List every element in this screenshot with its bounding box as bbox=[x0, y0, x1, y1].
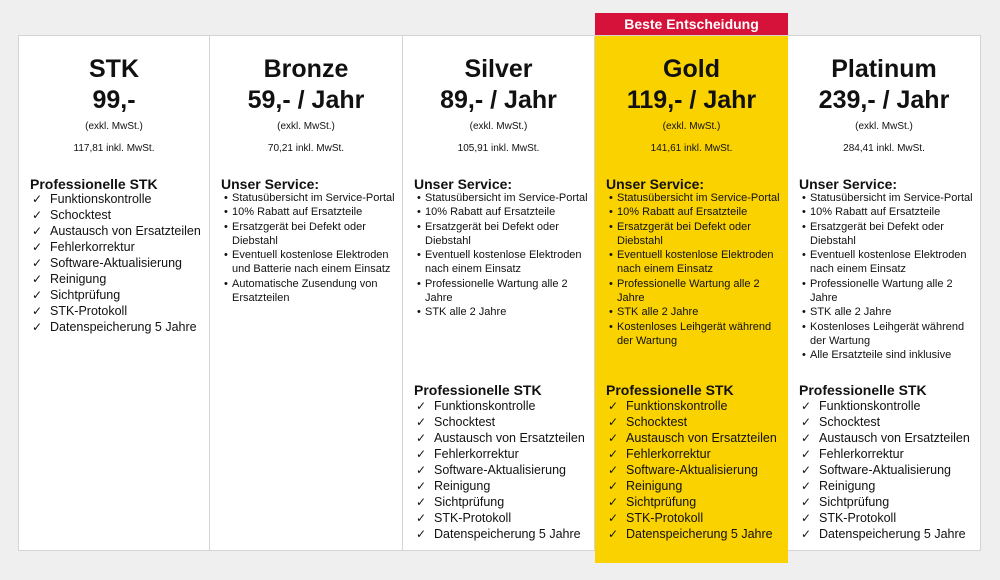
list-item: • Professionelle Wartung alle 2 Jahre bbox=[417, 277, 590, 306]
list-item: • STK alle 2 Jahre bbox=[802, 305, 976, 319]
plan-name: Gold bbox=[663, 55, 720, 83]
list-item: ✓ Sichtprüfung bbox=[32, 287, 201, 303]
plan-excl-vat: (exkl. MwSt.) bbox=[85, 121, 143, 132]
list-item: • Ersatzgerät bei Defekt oder Diebstahl bbox=[609, 220, 784, 249]
stk-section-title: Professionelle STK bbox=[30, 176, 158, 192]
plan-incl-vat: 141,61 inkl. MwSt. bbox=[650, 143, 733, 154]
plan-excl-vat: (exkl. MwSt.) bbox=[469, 121, 528, 132]
list-item: ✓ Schocktest bbox=[608, 414, 777, 430]
list-item: ✓ Fehlerkorrektur bbox=[416, 446, 585, 462]
list-item: ✓ Austausch von Ersatzteilen bbox=[608, 430, 777, 446]
plan-name: STK bbox=[89, 55, 139, 83]
service-section-title: Unser Service: bbox=[414, 176, 513, 192]
plan-card-gold bbox=[595, 35, 788, 563]
plan-incl-vat: 117,81 inkl. MwSt. bbox=[73, 143, 155, 154]
list-item: • STK alle 2 Jahre bbox=[609, 305, 784, 319]
list-item: ✓ Schocktest bbox=[416, 414, 585, 430]
list-item: ✓ Datenspeicherung 5 Jahre bbox=[608, 526, 777, 542]
list-item: • Automatische Zusendung von Ersatzteilen bbox=[224, 277, 398, 306]
service-list bbox=[417, 191, 590, 320]
list-item: ✓ STK-Protokoll bbox=[416, 510, 585, 526]
list-item: ✓ Funktionskontrolle bbox=[32, 191, 201, 207]
stk-section-title: Professionelle STK bbox=[606, 382, 734, 398]
service-section-title: Unser Service: bbox=[799, 176, 898, 192]
service-list bbox=[609, 191, 784, 348]
plan-card-stk bbox=[18, 35, 210, 551]
list-item: • Ersatzgerät bei Defekt oder Diebstahl bbox=[802, 220, 976, 249]
list-item: • STK alle 2 Jahre bbox=[417, 305, 590, 319]
plan-excl-vat: (exkl. MwSt.) bbox=[277, 121, 335, 132]
list-item: • Ersatzgerät bei Defekt oder Diebstahl bbox=[417, 220, 590, 249]
list-item: ✓ Funktionskontrolle bbox=[416, 398, 585, 414]
plan-incl-vat: 70,21 inkl. MwSt. bbox=[267, 143, 345, 154]
list-item: ✓ Sichtprüfung bbox=[608, 494, 777, 510]
stk-section-title: Professionelle STK bbox=[799, 382, 927, 398]
plan-price: 119,- / Jahr bbox=[626, 86, 757, 114]
list-item: • 10% Rabatt auf Ersatzteile bbox=[417, 205, 590, 219]
list-item: ✓ Datenspeicherung 5 Jahre bbox=[32, 319, 201, 335]
list-item: ✓ STK-Protokoll bbox=[608, 510, 777, 526]
list-item: ✓ Funktionskontrolle bbox=[608, 398, 777, 414]
plan-price: 59,- / Jahr bbox=[247, 86, 365, 114]
list-item: • Professionelle Wartung alle 2 Jahre bbox=[802, 277, 976, 306]
stk-section-title: Professionelle STK bbox=[414, 382, 542, 398]
plan-price: 239,- / Jahr bbox=[818, 86, 950, 114]
plan-excl-vat: (exkl. MwSt.) bbox=[662, 121, 721, 132]
list-item: ✓ Schocktest bbox=[801, 414, 970, 430]
list-item: • Kostenloses Leihgerät während der Wartung bbox=[609, 320, 784, 349]
list-item: • Statusübersicht im Service-Portal bbox=[417, 191, 590, 205]
plan-name: Platinum bbox=[831, 55, 937, 83]
list-item: ✓ Austausch von Ersatzteilen bbox=[32, 223, 201, 239]
list-item: • Ersatzgerät bei Defekt oder Diebstahl bbox=[224, 220, 398, 249]
list-item: ✓ Software-Aktualisierung bbox=[608, 462, 777, 478]
plan-incl-vat: 284,41 inkl. MwSt. bbox=[843, 143, 925, 154]
list-item: ✓ Software-Aktualisierung bbox=[32, 255, 201, 271]
service-section-title: Unser Service: bbox=[221, 176, 320, 192]
list-item: ✓ Reinigung bbox=[416, 478, 585, 494]
list-item: ✓ Sichtprüfung bbox=[416, 494, 585, 510]
plan-card-bronze bbox=[210, 35, 403, 551]
list-item: ✓ Datenspeicherung 5 Jahre bbox=[416, 526, 585, 542]
plan-card-platinum bbox=[788, 35, 981, 551]
list-item: ✓ Software-Aktualisierung bbox=[801, 462, 970, 478]
list-item: ✓ Funktionskontrolle bbox=[801, 398, 970, 414]
list-item: • Statusübersicht im Service-Portal bbox=[224, 191, 398, 205]
list-item: • Eventuell kostenlose Elektroden und Batterie nach einem Einsatz bbox=[224, 248, 398, 277]
list-item: ✓ Datenspeicherung 5 Jahre bbox=[801, 526, 970, 542]
best-choice-badge: Beste Entscheidung bbox=[595, 13, 788, 35]
list-item: ✓ Fehlerkorrektur bbox=[608, 446, 777, 462]
service-section-title: Unser Service: bbox=[606, 176, 705, 192]
list-item: • 10% Rabatt auf Ersatzteile bbox=[224, 205, 398, 219]
list-item: ✓ Reinigung bbox=[801, 478, 970, 494]
list-item: ✓ Reinigung bbox=[32, 271, 201, 287]
list-item: ✓ Fehlerkorrektur bbox=[32, 239, 201, 255]
plan-price: 89,- / Jahr bbox=[440, 86, 557, 114]
list-item: • 10% Rabatt auf Ersatzteile bbox=[609, 205, 784, 219]
list-item: ✓ Fehlerkorrektur bbox=[801, 446, 970, 462]
list-item: • Eventuell kostenlose Elektroden nach einem Einsatz bbox=[609, 248, 784, 277]
list-item: • Eventuell kostenlose Elektroden nach einem Einsatz bbox=[417, 248, 590, 277]
stk-list bbox=[32, 191, 201, 335]
plan-price: 99,- bbox=[92, 86, 136, 114]
plan-incl-vat: 105,91 inkl. MwSt. bbox=[457, 143, 540, 154]
list-item: • 10% Rabatt auf Ersatzteile bbox=[802, 205, 976, 219]
plan-excl-vat: (exkl. MwSt.) bbox=[855, 121, 913, 132]
list-item: ✓ Reinigung bbox=[608, 478, 777, 494]
plan-name: Bronze bbox=[263, 55, 349, 83]
list-item: • Statusübersicht im Service-Portal bbox=[802, 191, 976, 205]
list-item: • Alle Ersatzteile sind inklusive bbox=[802, 348, 976, 362]
list-item: ✓ Sichtprüfung bbox=[801, 494, 970, 510]
list-item: • Statusübersicht im Service-Portal bbox=[609, 191, 784, 205]
service-list bbox=[224, 191, 398, 305]
list-item: ✓ Software-Aktualisierung bbox=[416, 462, 585, 478]
plan-card-silver bbox=[403, 35, 595, 551]
list-item: • Eventuell kostenlose Elektroden nach einem Einsatz bbox=[802, 248, 976, 277]
list-item: ✓ Austausch von Ersatzteilen bbox=[801, 430, 970, 446]
stk-list bbox=[416, 398, 585, 542]
list-item: • Professionelle Wartung alle 2 Jahre bbox=[609, 277, 784, 306]
list-item: ✓ STK-Protokoll bbox=[32, 303, 201, 319]
service-list bbox=[802, 191, 976, 363]
list-item: ✓ STK-Protokoll bbox=[801, 510, 970, 526]
list-item: ✓ Schocktest bbox=[32, 207, 201, 223]
stk-list bbox=[801, 398, 970, 542]
list-item: ✓ Austausch von Ersatzteilen bbox=[416, 430, 585, 446]
stk-list bbox=[608, 398, 777, 542]
plan-name: Silver bbox=[464, 55, 533, 83]
list-item: • Kostenloses Leihgerät während der Wartung bbox=[802, 320, 976, 349]
